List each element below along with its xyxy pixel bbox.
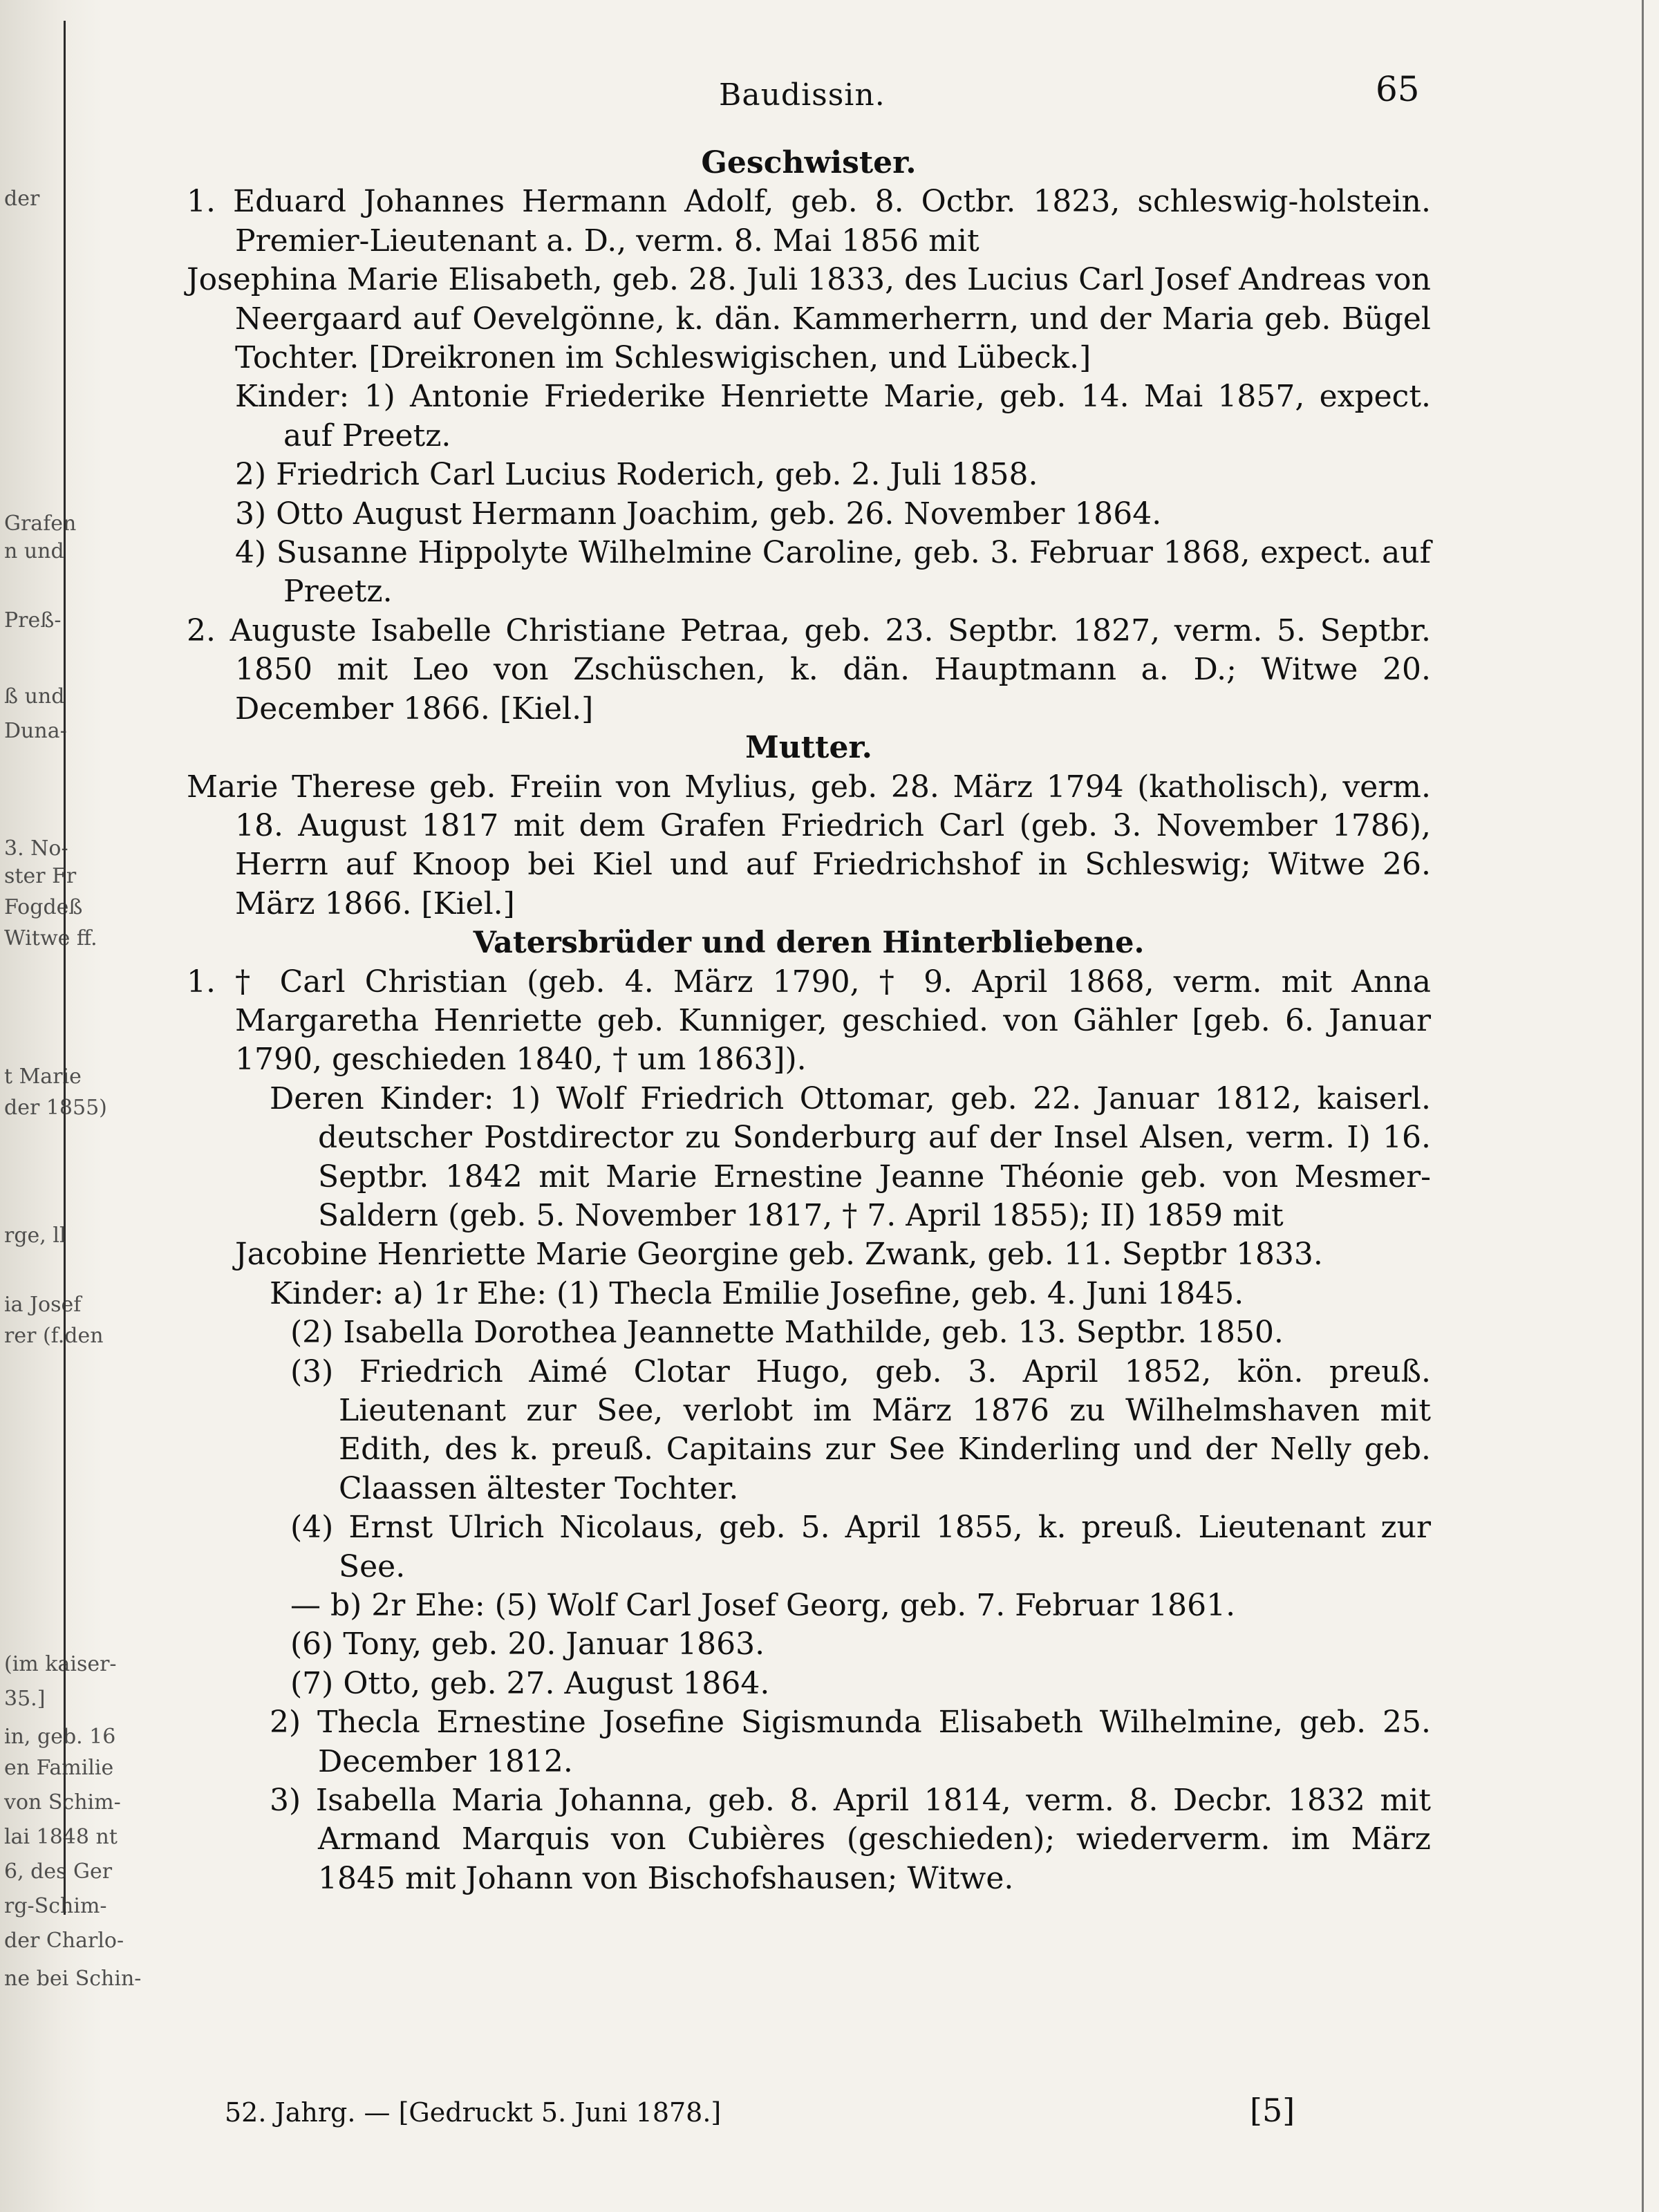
margin-fragment: 3. No- xyxy=(4,836,68,861)
genealogy-entry: 1. † Carl Christian (geb. 4. März 1790, † 9. April 1868, verm. mit Anna Margaretha Henriette geb. Kunniger, geschied. von Gähler [geb. 6. Januar 1790, geschieden 1840, † um 1863]). xyxy=(187,964,1431,1078)
genealogy-entry: 1. Eduard Johannes Hermann Adolf, geb. 8. Octbr. 1823, schleswig-holstein. Premier-Lieutenant a. D., verm. 8. Mai 1856 mit xyxy=(187,184,1431,259)
margin-fragment: t Marie xyxy=(4,1065,82,1089)
genealogy-entry: 2) Friedrich Carl Lucius Roderich, geb. 2. Juli 1858. xyxy=(235,457,1038,493)
margin-fragment: en Familie xyxy=(4,1756,114,1780)
section-heading: Mutter. xyxy=(745,730,872,766)
margin-fragment: Fogdeß xyxy=(4,895,83,919)
margin-fragment: (im kaiser- xyxy=(4,1652,117,1676)
genealogy-entry: (7) Otto, geb. 27. August 1864. xyxy=(290,1665,770,1701)
genealogy-entry: Josephina Marie Elisabeth, geb. 28. Juli 1833, des Lucius Carl Josef Andreas von Neergaard auf Oevelgönne, k. dän. Kammerherrn, und der Maria geb. Bügel Tochter. [Dreikronen im Schleswigischen, und Lübeck.] xyxy=(187,262,1431,376)
margin-fragment: Preß- xyxy=(4,608,62,632)
genealogy-entry: (6) Tony, geb. 20. Januar 1863. xyxy=(290,1627,765,1662)
margin-fragment: lai 1848 nt xyxy=(4,1825,118,1849)
signature-mark: [5] xyxy=(1250,2092,1295,2129)
genealogy-entry: 3) Otto August Hermann Joachim, geb. 26. November 1864. xyxy=(235,496,1162,532)
genealogy-entry: (2) Isabella Dorothea Jeannette Mathilde, geb. 13. Septbr. 1850. xyxy=(290,1315,1284,1351)
genealogy-entry: — b) 2r Ehe: (5) Wolf Carl Josef Georg, geb. 7. Februar 1861. xyxy=(290,1588,1236,1624)
section-heading: Vatersbrüder und deren Hinterbliebene. xyxy=(473,926,1145,961)
margin-fragment: rer (f.den xyxy=(4,1324,104,1348)
section-heading: Geschwister. xyxy=(701,145,917,180)
page-number: 65 xyxy=(1376,69,1420,109)
margin-fragment: der 1855) xyxy=(4,1096,107,1120)
genealogy-entry: 3) Isabella Maria Johanna, geb. 8. April 1814, verm. 8. Decbr. 1832 mit Armand Marquis von Cubières (geschieden); wiederverm. im März 1845 mit Johann von Bischofshausen; Witwe. xyxy=(270,1783,1431,1896)
right-edge-rule xyxy=(1642,0,1644,2212)
margin-fragment: 35.] xyxy=(4,1687,46,1711)
margin-fragment: Duna- xyxy=(4,719,67,743)
margin-fragment: von Schim- xyxy=(4,1790,121,1815)
margin-fragment: ß und xyxy=(4,684,65,709)
page-body xyxy=(187,144,1431,1898)
genealogy-entry: Jacobine Henriette Marie Georgine geb. Zwank, geb. 11. Septbr 1833. xyxy=(235,1237,1323,1273)
genealogy-entry: Kinder: a) 1r Ehe: (1) Thecla Emilie Josefine, geb. 4. Juni 1845. xyxy=(270,1275,1244,1311)
margin-fragment: Grafen xyxy=(4,512,77,536)
footer-imprint: 52. Jahrg. — [Gedruckt 5. Juni 1878.] xyxy=(225,2097,722,2128)
margin-fragment: der Charlo- xyxy=(4,1929,124,1953)
margin-fragment: in, geb. 16 xyxy=(4,1725,116,1749)
margin-fragment: Witwe ff. xyxy=(4,926,97,950)
margin-fragment: rge, ll xyxy=(4,1224,66,1248)
genealogy-entry: Kinder: 1) Antonie Friederike Henriette Marie, geb. 14. Mai 1857, expect. auf Preetz. xyxy=(235,379,1431,453)
margin-fragment: ster Fr xyxy=(4,864,77,888)
genealogy-entry: 4) Susanne Hippolyte Wilhelmine Caroline, geb. 3. Februar 1868, expect. auf Preetz. xyxy=(235,535,1431,610)
genealogy-entry: (4) Ernst Ulrich Nicolaus, geb. 5. April 1855, k. preuß. Lieutenant zur See. xyxy=(290,1510,1431,1584)
margin-fragment: 6, des Ger xyxy=(4,1859,113,1884)
margin-fragment: ne bei Schin- xyxy=(4,1967,142,1991)
margin-fragment: rg-Schim- xyxy=(4,1894,107,1918)
margin-fragment: ia Josef xyxy=(4,1293,82,1317)
genealogy-entry: 2. Auguste Isabelle Christiane Petraa, geb. 23. Septbr. 1827, verm. 5. Septbr. 1850 mit Leo von Zschüschen, k. dän. Hauptmann a. D.; Witwe 20. December 1866. [Kiel.] xyxy=(187,612,1431,727)
genealogy-entry: 2) Thecla Ernestine Josefine Sigismunda Elisabeth Wilhelmine, geb. 25. December 1812. xyxy=(270,1705,1431,1779)
genealogy-entry: (3) Friedrich Aimé Clotar Hugo, geb. 3. April 1852, kön. preuß. Lieutenant zur See, verlobt im März 1876 zu Wilhelmshaven mit Edith, des k. preuß. Capitains zur See Kinderling und der Nelly geb. Claassen ältester Tochter. xyxy=(290,1353,1431,1506)
margin-fragment: n und xyxy=(4,539,64,563)
margin-fragment: der xyxy=(4,187,40,211)
margin-rule xyxy=(64,21,66,1915)
running-title: Baudissin. xyxy=(719,77,885,113)
genealogy-entry: Deren Kinder: 1) Wolf Friedrich Ottomar, geb. 22. Januar 1812, kaiserl. deutscher Postdirector zu Sonderburg auf der Insel Alsen, verm. I) 16. Septbr. 1842 mit Marie Ernestine Jeanne Théonie geb. von Mesmer-Saldern (geb. 5. November 1817, † 7. April 1855); II) 1859 mit xyxy=(270,1080,1431,1233)
genealogy-entry: Marie Therese geb. Freiin von Mylius, geb. 28. März 1794 (katholisch), verm. 18. August 1817 mit dem Grafen Friedrich Carl (geb. 3. November 1786), Herrn auf Knoop bei Kiel und auf Friedrichshof in Schleswig; Witwe 26. März 1866. [Kiel.] xyxy=(187,769,1431,921)
